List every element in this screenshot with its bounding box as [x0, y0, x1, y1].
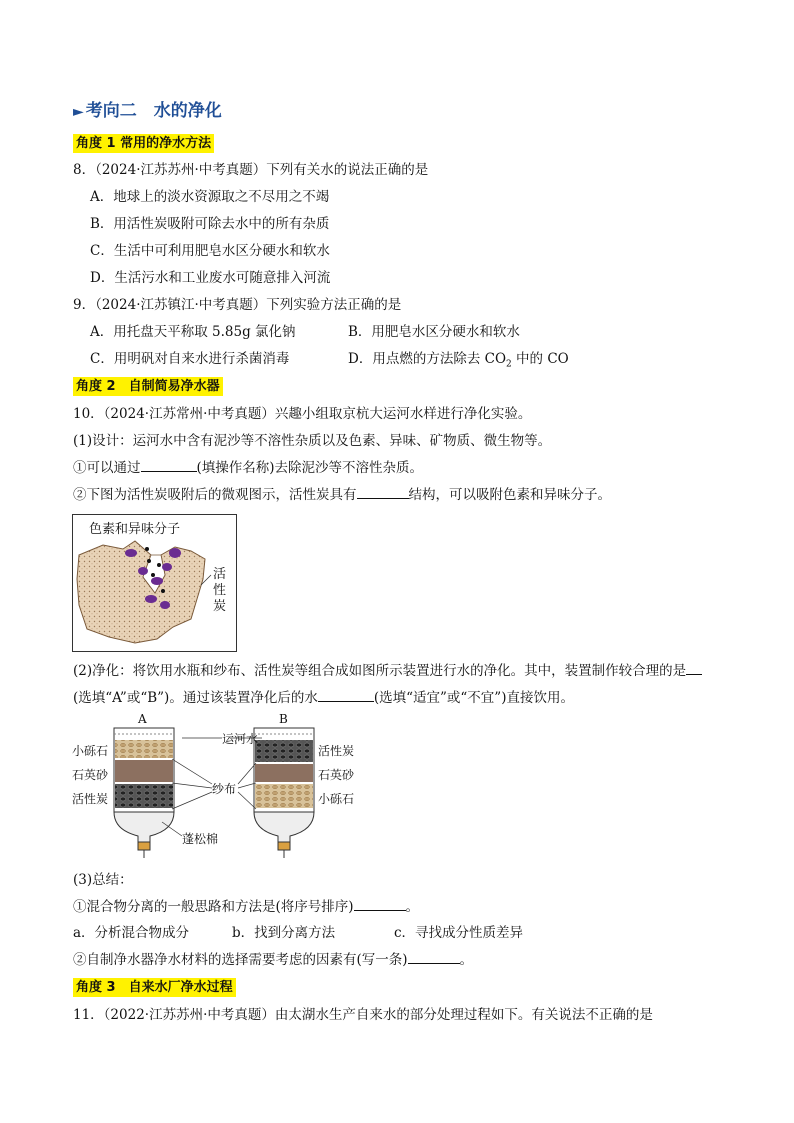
quartz-a-label: 石英砂	[72, 768, 109, 782]
q10-part2: (2)净化：将饮用水瓶和纱布、活性炭等组合成如图所示装置进行水的净化。其中，装置制作较合理的是	[73, 662, 702, 680]
carbon-label: 活性炭	[213, 567, 227, 614]
q10-option-a: a．分析混合物成分	[73, 925, 190, 941]
section-title: ► 考向二 水的净化	[73, 101, 222, 121]
answer-blank	[354, 898, 406, 911]
gravel-a-label: 小砾石	[72, 744, 109, 758]
q10-part1a: ①可以通过 (填操作名称)去除泥沙等不溶性杂质。	[73, 460, 424, 476]
bottle-b-label: B	[279, 712, 288, 726]
q9-option-b: B．用肥皂水区分硬水和软水	[348, 324, 520, 340]
angle-heading-1: 角度 1 常用的净水方法	[73, 134, 214, 153]
answer-blank	[686, 662, 702, 675]
q8-option-c: C．生活中可利用肥皂水区分硬水和软水	[90, 243, 330, 259]
river-water-label: 运河水	[222, 732, 259, 746]
quartz-b-label: 石英砂	[318, 768, 355, 782]
bottle-a	[114, 728, 174, 858]
q9-option-a: A．用托盘天平称取 5.85g 氯化钠	[90, 324, 296, 340]
q9-option-d: D．用点燃的方法除去 $CO_2$ 中的 CO	[348, 351, 569, 370]
angle-heading-2: 角度 2 自制简易净水器	[73, 377, 223, 396]
q10-part1b: ②下图为活性炭吸附后的微观图示，活性炭具有 结构，可以吸附色素和异味分子。	[73, 487, 611, 503]
q10-part1: (1)设计：运河水中含有泥沙等不溶性杂质以及色素、异味、矿物质、微生物等。	[73, 433, 552, 449]
filter-apparatus-figure	[72, 712, 372, 862]
q10-part2b: (选填“A”或“B”)。通过该装置净化后的水 (选填“适宜”或“不宜”)直接饮用。	[73, 690, 574, 706]
q8-option-a: A．地球上的淡水资源取之不尽用之不竭	[90, 189, 330, 205]
q10-part3: (3)总结：	[73, 872, 133, 888]
answer-blank	[408, 951, 460, 964]
q10-option-c: c．寻找成分性质差异	[394, 925, 524, 941]
q8-option-d: D．生活污水和工业废水可随意排入河流	[90, 270, 331, 286]
figure-caption: 色素和异味分子	[89, 522, 181, 537]
gauze-label: 纱布	[212, 782, 237, 796]
q10-part3b: ②自制净水器净水材料的选择需要考虑的因素有(写一条) 。	[73, 952, 474, 968]
answer-blank	[357, 486, 409, 499]
q9-stem: 9．（2024·江苏镇江·中考真题）下列实验方法正确的是	[73, 297, 402, 313]
carbon-b-label: 活性炭	[318, 744, 355, 758]
bottle-b	[254, 728, 314, 858]
bottle-a-label: A	[138, 712, 147, 726]
cotton-label: 蓬松棉	[182, 832, 219, 846]
angle-heading-3: 角度 3 自来水厂净水过程	[73, 978, 236, 997]
answer-blank	[141, 459, 197, 472]
carbon-adsorption-figure	[72, 514, 237, 652]
carbon-a-label: 活性炭	[72, 792, 109, 806]
q10-option-b: b．找到分离方法	[232, 925, 336, 941]
q8-option-b: B．用活性炭吸附可除去水中的所有杂质	[90, 216, 330, 232]
q8-stem: 8．（2024·江苏苏州·中考真题）下列有关水的说法正确的是	[73, 162, 429, 178]
q10-stem: 10．（2024·江苏常州·中考真题）兴趣小组取京杭大运河水样进行净化实验。	[73, 406, 532, 422]
gravel-b-label: 小砾石	[318, 792, 355, 806]
q10-part3a: ①混合物分离的一般思路和方法是(将序号排序) 。	[73, 899, 420, 915]
triangle-icon: ►	[73, 104, 84, 120]
q11-stem: 11．（2022·江苏苏州·中考真题）由太湖水生产自来水的部分处理过程如下。有关说法不正确的是	[73, 1007, 653, 1023]
answer-blank	[318, 689, 374, 702]
q9-option-c: C．用明矾对自来水进行杀菌消毒	[90, 351, 290, 367]
